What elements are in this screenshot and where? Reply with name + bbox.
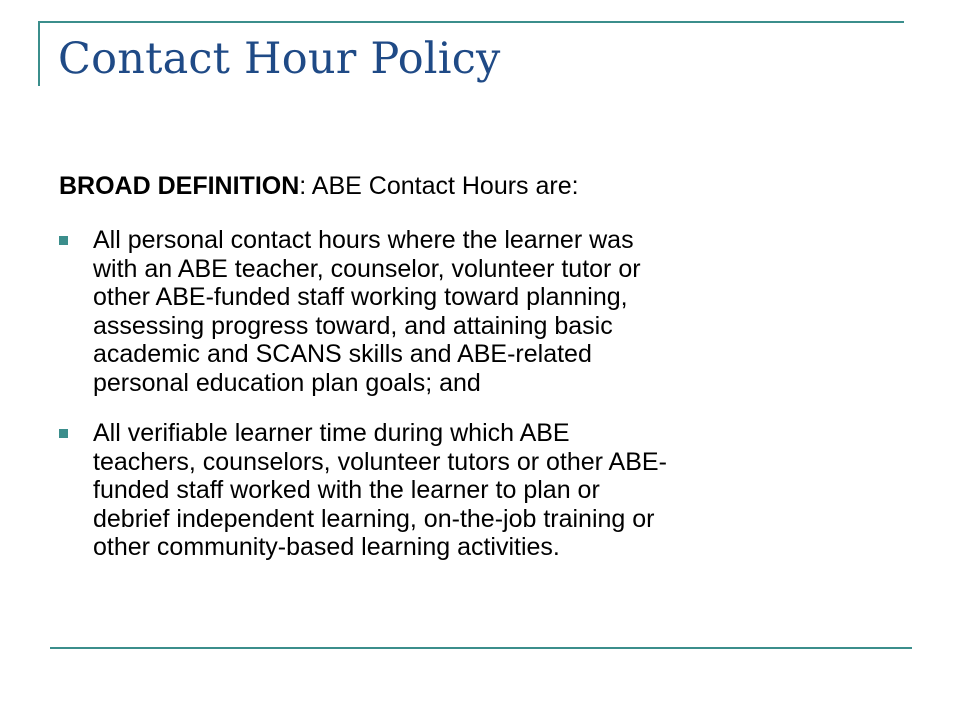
bullet-item: [59, 419, 909, 562]
bullet-item: [59, 226, 909, 397]
bullet-line: other ABE-funded staff working toward planning,: [93, 283, 628, 311]
bullet-line: All verifiable learner time during which ABE: [93, 419, 570, 447]
bullet-line: other community-based learning activities.: [93, 533, 560, 561]
slide-title: Contact Hour Policy: [58, 34, 501, 84]
bottom-rule: [50, 647, 912, 649]
bullet-line: funded staff worked with the learner to plan or: [93, 476, 600, 504]
bullet-line: assessing progress toward, and attaining basic: [93, 311, 613, 340]
bullet-list: [59, 226, 909, 584]
bullet-line: academic and SCANS skills and ABE-related: [93, 340, 592, 368]
definition-line: [59, 172, 579, 201]
bullet-line: with an ABE teacher, counselor, volunteer tutor or: [93, 254, 641, 283]
square-bullet-icon: [59, 429, 68, 438]
bullet-line: teachers, counselors, volunteer tutors or other ABE-: [93, 447, 667, 476]
definition-text: : ABE Contact Hours are:: [299, 172, 579, 200]
bullet-line: personal education plan goals; and: [93, 368, 481, 397]
bullet-line: debrief independent learning, on-the-job training or: [93, 504, 655, 533]
bullet-line: All personal contact hours where the learner was: [93, 226, 634, 254]
definition-label: BROAD DEFINITION: [59, 172, 300, 200]
top-rule: [38, 21, 904, 23]
left-rule: [38, 21, 40, 86]
square-bullet-icon: [59, 236, 68, 245]
